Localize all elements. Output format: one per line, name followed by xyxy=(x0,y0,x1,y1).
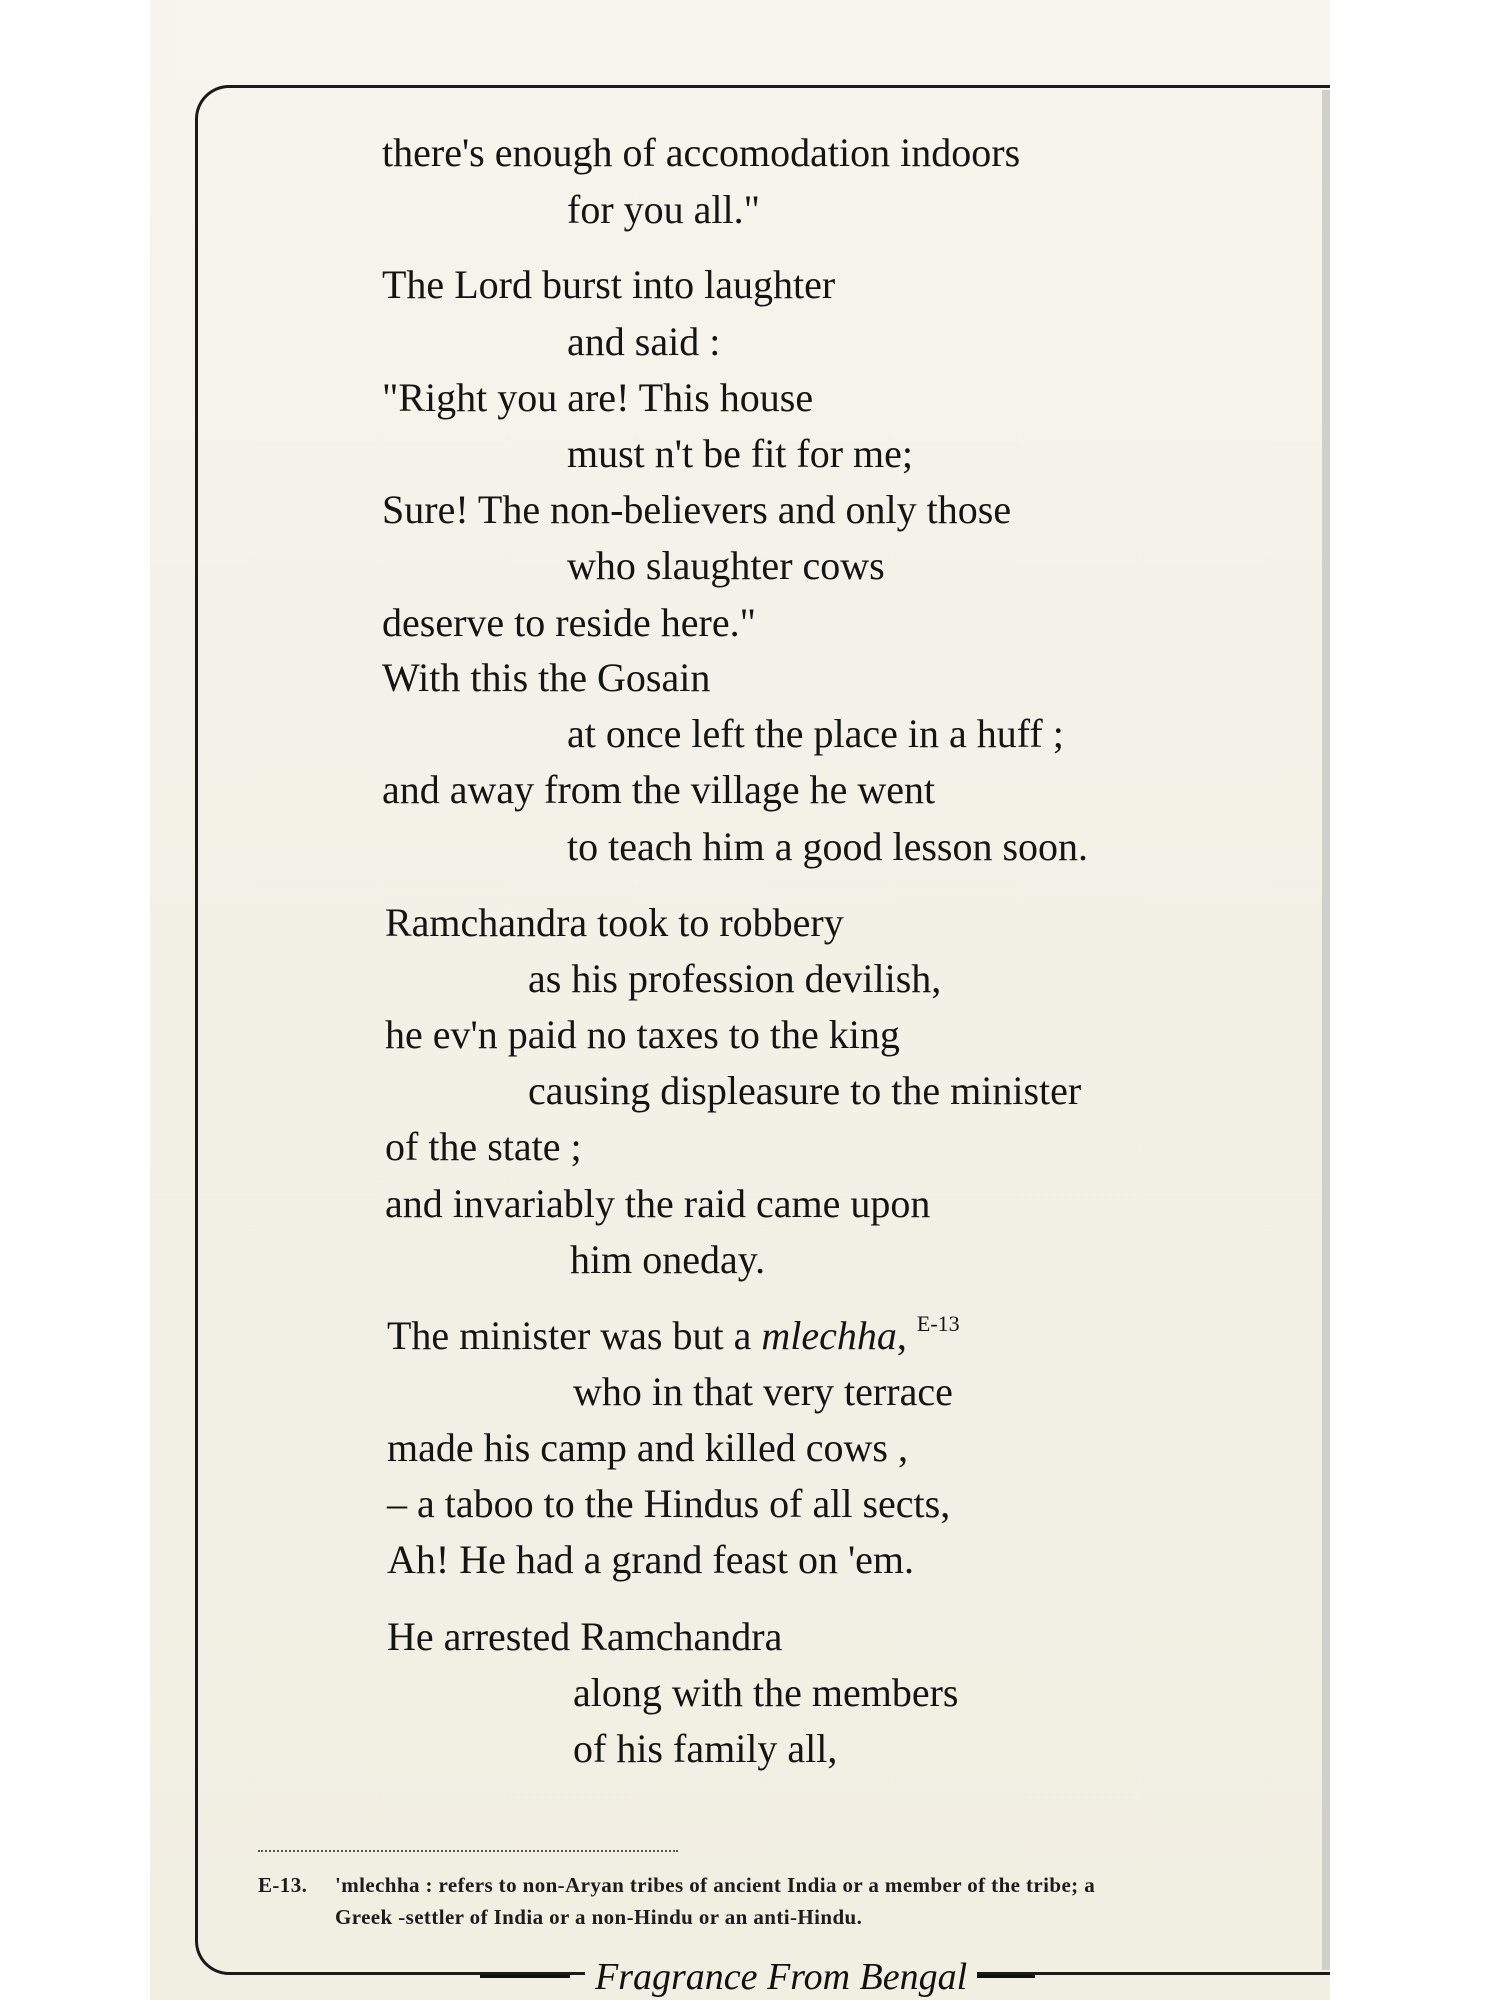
poem-line: of his family all, xyxy=(573,1726,838,1771)
poem-line: for you all." xyxy=(567,187,760,232)
poem-line: Ramchandra took to robbery xyxy=(385,900,844,945)
footer-rule-left xyxy=(480,1975,570,1978)
book-title-footer: Fragrance From Bengal xyxy=(585,1955,977,1999)
poem-line: "Right you are! This house xyxy=(382,375,814,420)
poem-line-punct: , xyxy=(896,1313,907,1358)
poem-line-text: The minister was but a xyxy=(387,1313,762,1358)
poem-line: Sure! The non-believers and only those xyxy=(382,487,1012,532)
italic-term: mlechha xyxy=(761,1313,897,1358)
poem-line: as his profession devilish, xyxy=(528,956,942,1001)
footnote-label: E-13. xyxy=(258,1873,308,1897)
poem-line: With this the Gosain xyxy=(382,655,711,700)
poem-line: he ev'n paid no taxes to the king xyxy=(385,1012,900,1057)
page-top-margin xyxy=(180,0,1330,80)
page-right-edge xyxy=(1322,90,1330,1970)
poem-line: and away from the village he went xyxy=(382,767,936,812)
footnote-text-line2: Greek -settler of India or a non-Hindu or an anti-Hindu. xyxy=(335,1905,863,1929)
poem-line: made his camp and killed cows , xyxy=(387,1425,908,1470)
poem-line: deserve to reside here." xyxy=(382,600,756,645)
poem-line: at once left the place in a huff ; xyxy=(567,711,1064,756)
poem-line: The Lord burst into laughter xyxy=(382,262,836,307)
poem-line: of the state ; xyxy=(385,1124,582,1169)
poem-line: there's enough of accomodation indoors xyxy=(382,130,1021,175)
poem-line: who in that very terrace xyxy=(573,1369,953,1414)
footnote-reference[interactable]: E-13 xyxy=(916,1310,960,1336)
poem-line xyxy=(387,1310,960,1358)
footer-rule-right xyxy=(975,1975,1035,1978)
poem-line: and said : xyxy=(567,319,721,364)
footnote-text-line1: 'mlechha : refers to non-Aryan tribes of ancient India or a member of the tribe; a xyxy=(335,1873,1096,1897)
poem-line: must n't be fit for me; xyxy=(567,431,914,476)
poem-line: and invariably the raid came upon xyxy=(385,1181,931,1226)
footnote-divider xyxy=(258,1850,678,1852)
poem-line: to teach him a good lesson soon. xyxy=(567,824,1089,869)
poem-line: causing displeasure to the minister xyxy=(528,1068,1082,1113)
poem-line: He arrested Ramchandra xyxy=(387,1614,783,1659)
poem-line: who slaughter cows xyxy=(567,543,885,588)
poem-line: – a taboo to the Hindus of all sects, xyxy=(387,1481,951,1526)
poem-line: him oneday. xyxy=(570,1237,766,1282)
poem-line: Ah! He had a grand feast on 'em. xyxy=(387,1537,915,1582)
poem-line: along with the members xyxy=(573,1670,959,1715)
